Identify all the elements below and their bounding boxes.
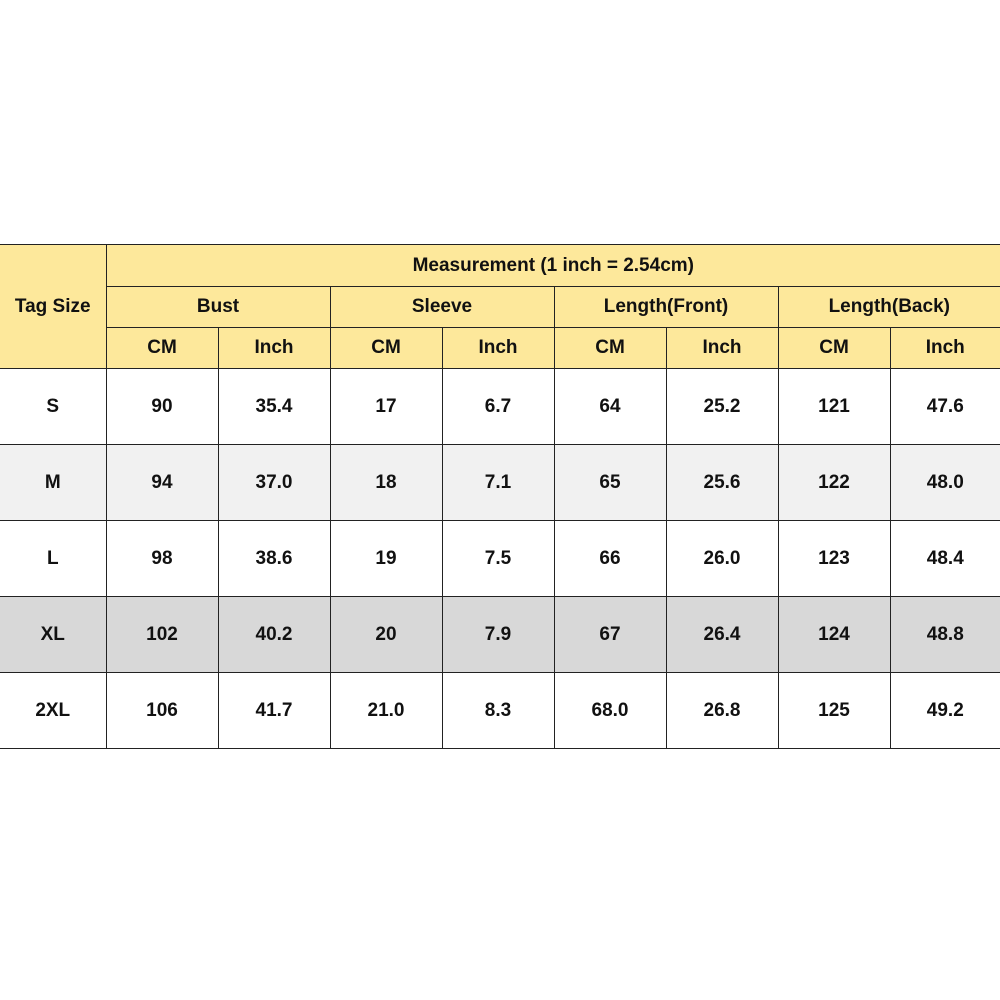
unit-header: CM	[778, 328, 890, 369]
table-row	[0, 521, 1000, 597]
unit-header: Inch	[218, 328, 330, 369]
group-header-sleeve: Sleeve	[330, 287, 554, 328]
value-cell: 19	[330, 521, 442, 597]
size-cell: L	[0, 521, 106, 597]
size-cell: M	[0, 445, 106, 521]
value-cell: 7.5	[442, 521, 554, 597]
value-cell: 98	[106, 521, 218, 597]
value-cell: 125	[778, 673, 890, 749]
unit-header: CM	[554, 328, 666, 369]
table-row	[0, 673, 1000, 749]
value-cell: 122	[778, 445, 890, 521]
value-cell: 123	[778, 521, 890, 597]
unit-header: CM	[330, 328, 442, 369]
value-cell: 8.3	[442, 673, 554, 749]
table-row	[0, 597, 1000, 673]
size-chart-table	[0, 244, 1000, 749]
value-cell: 17	[330, 369, 442, 445]
value-cell: 35.4	[218, 369, 330, 445]
group-header-length-front: Length(Front)	[554, 287, 778, 328]
value-cell: 38.6	[218, 521, 330, 597]
value-cell: 121	[778, 369, 890, 445]
value-cell: 90	[106, 369, 218, 445]
size-cell: S	[0, 369, 106, 445]
value-cell: 106	[106, 673, 218, 749]
unit-header: Inch	[666, 328, 778, 369]
value-cell: 21.0	[330, 673, 442, 749]
measurement-header: Measurement (1 inch = 2.54cm)	[106, 245, 1000, 287]
value-cell: 48.4	[890, 521, 1000, 597]
value-cell: 25.2	[666, 369, 778, 445]
value-cell: 64	[554, 369, 666, 445]
group-header-length-back: Length(Back)	[778, 287, 1000, 328]
value-cell: 102	[106, 597, 218, 673]
unit-header: CM	[106, 328, 218, 369]
tag-size-header: Tag Size	[0, 245, 106, 369]
value-cell: 68.0	[554, 673, 666, 749]
value-cell: 37.0	[218, 445, 330, 521]
value-cell: 124	[778, 597, 890, 673]
value-cell: 26.4	[666, 597, 778, 673]
value-cell: 26.8	[666, 673, 778, 749]
value-cell: 25.6	[666, 445, 778, 521]
value-cell: 48.0	[890, 445, 1000, 521]
value-cell: 49.2	[890, 673, 1000, 749]
size-cell: XL	[0, 597, 106, 673]
value-cell: 94	[106, 445, 218, 521]
value-cell: 7.9	[442, 597, 554, 673]
value-cell: 48.8	[890, 597, 1000, 673]
value-cell: 6.7	[442, 369, 554, 445]
value-cell: 26.0	[666, 521, 778, 597]
value-cell: 66	[554, 521, 666, 597]
value-cell: 18	[330, 445, 442, 521]
value-cell: 7.1	[442, 445, 554, 521]
value-cell: 65	[554, 445, 666, 521]
group-header-bust: Bust	[106, 287, 330, 328]
unit-header: Inch	[442, 328, 554, 369]
table-row	[0, 445, 1000, 521]
size-cell: 2XL	[0, 673, 106, 749]
value-cell: 20	[330, 597, 442, 673]
value-cell: 67	[554, 597, 666, 673]
unit-header: Inch	[890, 328, 1000, 369]
value-cell: 41.7	[218, 673, 330, 749]
value-cell: 40.2	[218, 597, 330, 673]
value-cell: 47.6	[890, 369, 1000, 445]
table-row	[0, 369, 1000, 445]
